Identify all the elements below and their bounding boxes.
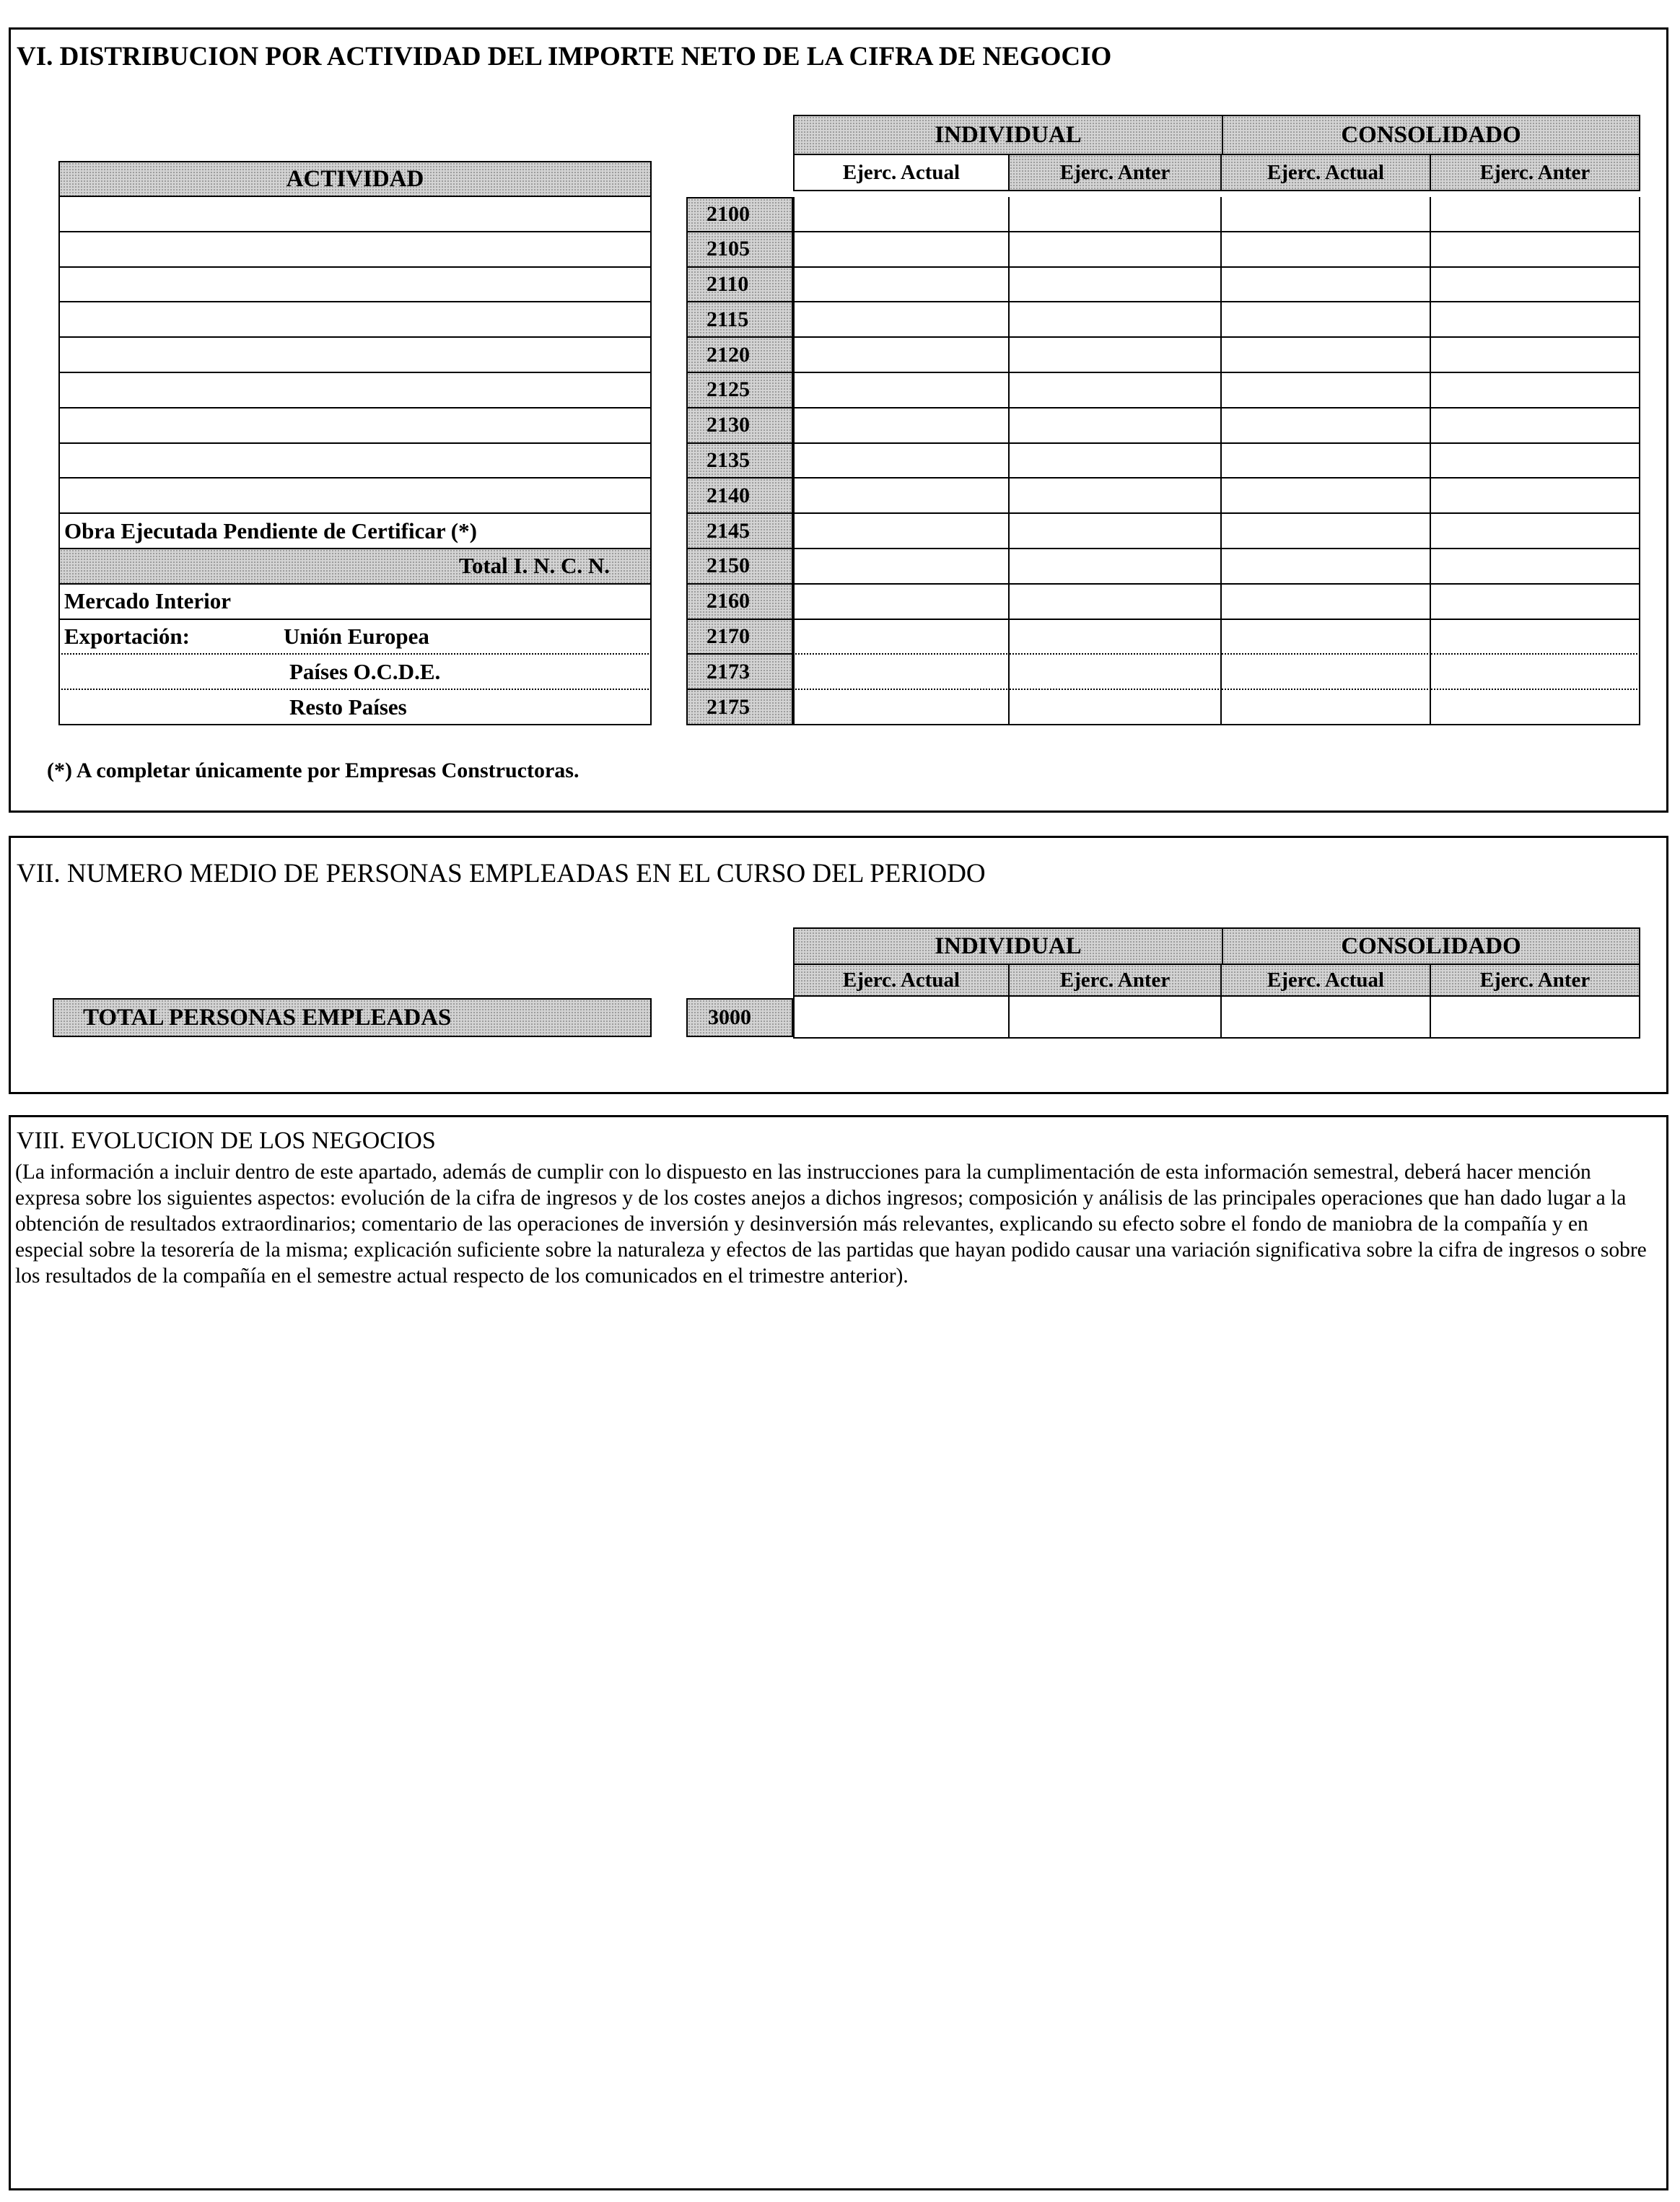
individual-actual-cell[interactable] — [793, 408, 1010, 444]
individual-actual-header: Ejerc. Actual — [793, 155, 1010, 191]
individual-actual-cell[interactable] — [793, 444, 1010, 479]
consolidado-actual-cell[interactable] — [1222, 585, 1431, 620]
consolidado-anter-header: Ejerc. Anter — [1431, 155, 1640, 191]
individual-anter-cell[interactable] — [1010, 197, 1222, 232]
consolidado-anter-cell[interactable] — [1431, 232, 1640, 268]
actividad-row-label — [58, 655, 652, 690]
actividad-row-label — [58, 585, 652, 620]
code-2175: 2175 — [686, 690, 793, 725]
individual-anter-cell[interactable] — [1010, 408, 1222, 444]
consolidado-actual-cell[interactable] — [1222, 408, 1431, 444]
actividad-row-label[interactable] — [58, 302, 652, 338]
section-title: VI. DISTRIBUCION POR ACTIVIDAD DEL IMPORTE NETO DE LA CIFRA DE NEGOCIO — [17, 42, 1112, 71]
individual-actual-cell[interactable] — [793, 690, 1010, 725]
consolidado-anter-cell[interactable] — [1431, 197, 1640, 232]
individual-actual-cell[interactable] — [793, 655, 1010, 690]
consolidado-anter-cell[interactable] — [1431, 655, 1640, 690]
consolidado-actual-header: Ejerc. Actual — [1222, 965, 1431, 997]
personas-consolidado-anter-cell[interactable] — [1431, 997, 1640, 1039]
individual-anter-cell[interactable] — [1010, 655, 1222, 690]
code-3000: 3000 — [686, 998, 793, 1037]
individual-actual-cell[interactable] — [793, 549, 1010, 585]
individual-actual-cell[interactable] — [793, 620, 1010, 655]
consolidado-actual-cell[interactable] — [1222, 197, 1431, 232]
code-2135: 2135 — [686, 444, 793, 479]
individual-anter-cell[interactable] — [1010, 232, 1222, 268]
consolidado-actual-header: Ejerc. Actual — [1222, 155, 1431, 191]
instructions-text: (La información a incluir dentro de este apartado, además de cumplir con lo dispuesto en las instrucciones para la cumplimentación de esta información semestral, deberá hacer mención expresa sobre los siguientes aspectos: evolución de la cifra de ingresos y de los costes anejos a dichos ingresos; composición y análisis de las principales operaciones que han dado lugar a la obtención de resultados extraordinarios; comentario de las operaciones de inversión y desinversión más relevantes, explicando su efecto sobre el fondo de maniobra de la compañía y en especial sobre la tesorería de la misma; explicación suficiente sobre la naturaleza y efectos de las partidas que hayan podido causar una variación significativa sobre la cifra de ingresos o sobre los resultados de la compañía en el semestre actual respecto de los comunicados en el trimestre anterior). — [15, 1161, 1647, 1288]
consolidado-actual-cell[interactable] — [1222, 655, 1431, 690]
consolidado-actual-cell[interactable] — [1222, 690, 1431, 725]
actividad-row-label[interactable] — [58, 197, 652, 232]
consolidado-anter-cell[interactable] — [1431, 585, 1640, 620]
individual-anter-cell[interactable] — [1010, 302, 1222, 338]
code-2160: 2160 — [686, 585, 793, 620]
section-title: VII. NUMERO MEDIO DE PERSONAS EMPLEADAS EN EL CURSO DEL PERIODO — [17, 859, 986, 888]
individual-anter-cell[interactable] — [1010, 444, 1222, 479]
consolidado-anter-cell[interactable] — [1431, 408, 1640, 444]
individual-actual-cell[interactable] — [793, 585, 1010, 620]
actividad-row-label — [58, 514, 652, 549]
individual-actual-cell[interactable] — [793, 514, 1010, 549]
actividad-row-label[interactable] — [58, 444, 652, 479]
code-2115: 2115 — [686, 302, 793, 338]
code-2140: 2140 — [686, 479, 793, 514]
individual-anter-cell[interactable] — [1010, 514, 1222, 549]
code-2120: 2120 — [686, 338, 793, 373]
consolidado-anter-cell[interactable] — [1431, 690, 1640, 725]
personas-consolidado-actual-cell[interactable] — [1222, 997, 1431, 1039]
section-personas-empleadas — [9, 836, 1668, 1094]
actividad-header: ACTIVIDAD — [58, 161, 652, 197]
consolidado-anter-cell[interactable] — [1431, 373, 1640, 408]
individual-header: INDIVIDUAL — [793, 927, 1222, 965]
consolidado-actual-cell[interactable] — [1222, 444, 1431, 479]
individual-anter-cell[interactable] — [1010, 585, 1222, 620]
individual-actual-cell[interactable] — [793, 479, 1010, 514]
code-2100: 2100 — [686, 197, 793, 232]
individual-anter-cell[interactable] — [1010, 268, 1222, 303]
consolidado-anter-cell[interactable] — [1431, 479, 1640, 514]
consolidado-header: CONSOLIDADO — [1222, 927, 1640, 965]
individual-anter-cell[interactable] — [1010, 690, 1222, 725]
actividad-row-label[interactable] — [58, 232, 652, 268]
actividad-row-label — [58, 690, 652, 725]
row-label-text: Mercado Interior — [64, 588, 231, 614]
row-label-text: Obra Ejecutada Pendiente de Certificar (*) — [64, 517, 477, 543]
row-label-text: Exportación: — [64, 623, 190, 649]
code-2105: 2105 — [686, 232, 793, 268]
individual-actual-cell[interactable] — [793, 232, 1010, 268]
code-2110: 2110 — [686, 268, 793, 303]
row-sublabel-text: Unión Europea — [284, 623, 429, 649]
consolidado-actual-cell[interactable] — [1222, 514, 1431, 549]
individual-actual-cell[interactable] — [793, 338, 1010, 373]
individual-actual-cell[interactable] — [793, 302, 1010, 338]
code-2145: 2145 — [686, 514, 793, 549]
section-evolucion-negocios — [9, 1115, 1668, 2190]
individual-anter-header: Ejerc. Anter — [1010, 965, 1222, 997]
actividad-row-label[interactable] — [58, 408, 652, 444]
code-2150: 2150 — [686, 549, 793, 585]
consolidado-actual-cell[interactable] — [1222, 620, 1431, 655]
actividad-row-label — [58, 620, 652, 655]
row-label-text: Total I. N. C. N. — [459, 553, 610, 579]
consolidado-anter-cell[interactable] — [1431, 514, 1640, 549]
individual-actual-header: Ejerc. Actual — [793, 965, 1010, 997]
consolidado-anter-cell[interactable] — [1431, 549, 1640, 585]
actividad-row-label — [58, 549, 652, 585]
total-personas-label: TOTAL PERSONAS EMPLEADAS — [53, 998, 652, 1037]
section-distribucion-actividad — [9, 27, 1668, 813]
footnote: (*) A completar únicamente por Empresas Constructoras. — [47, 759, 579, 782]
individual-header: INDIVIDUAL — [793, 115, 1222, 155]
consolidado-anter-cell[interactable] — [1431, 302, 1640, 338]
individual-actual-cell[interactable] — [793, 373, 1010, 408]
consolidado-actual-cell[interactable] — [1222, 373, 1431, 408]
individual-anter-cell[interactable] — [1010, 338, 1222, 373]
row-sublabel-text: Países O.C.D.E. — [289, 658, 441, 684]
consolidado-anter-cell[interactable] — [1431, 338, 1640, 373]
actividad-row-label[interactable] — [58, 373, 652, 408]
consolidado-actual-cell[interactable] — [1222, 268, 1431, 303]
individual-anter-cell[interactable] — [1010, 620, 1222, 655]
individual-anter-cell[interactable] — [1010, 373, 1222, 408]
actividad-row-label[interactable] — [58, 479, 652, 514]
consolidado-anter-cell[interactable] — [1431, 620, 1640, 655]
personas-individual-actual-cell[interactable] — [793, 997, 1010, 1039]
code-2173: 2173 — [686, 655, 793, 690]
consolidado-actual-cell[interactable] — [1222, 232, 1431, 268]
actividad-row-label[interactable] — [58, 338, 652, 373]
consolidado-actual-cell[interactable] — [1222, 479, 1431, 514]
section-title: VIII. EVOLUCION DE LOS NEGOCIOS — [17, 1127, 436, 1154]
personas-individual-anter-cell[interactable] — [1010, 997, 1222, 1039]
code-2170: 2170 — [686, 620, 793, 655]
consolidado-actual-cell[interactable] — [1222, 549, 1431, 585]
code-2125: 2125 — [686, 373, 793, 408]
individual-anter-cell[interactable] — [1010, 479, 1222, 514]
consolidado-actual-cell[interactable] — [1222, 302, 1431, 338]
row-sublabel-text: Resto Países — [289, 694, 407, 720]
individual-actual-cell[interactable] — [793, 197, 1010, 232]
actividad-row-label[interactable] — [58, 268, 652, 303]
consolidado-anter-cell[interactable] — [1431, 268, 1640, 303]
code-2130: 2130 — [686, 408, 793, 444]
consolidado-anter-cell[interactable] — [1431, 444, 1640, 479]
individual-anter-cell[interactable] — [1010, 549, 1222, 585]
consolidado-anter-header: Ejerc. Anter — [1431, 965, 1640, 997]
individual-actual-cell[interactable] — [793, 268, 1010, 303]
consolidado-header: CONSOLIDADO — [1222, 115, 1640, 155]
consolidado-actual-cell[interactable] — [1222, 338, 1431, 373]
individual-anter-header: Ejerc. Anter — [1010, 155, 1222, 191]
